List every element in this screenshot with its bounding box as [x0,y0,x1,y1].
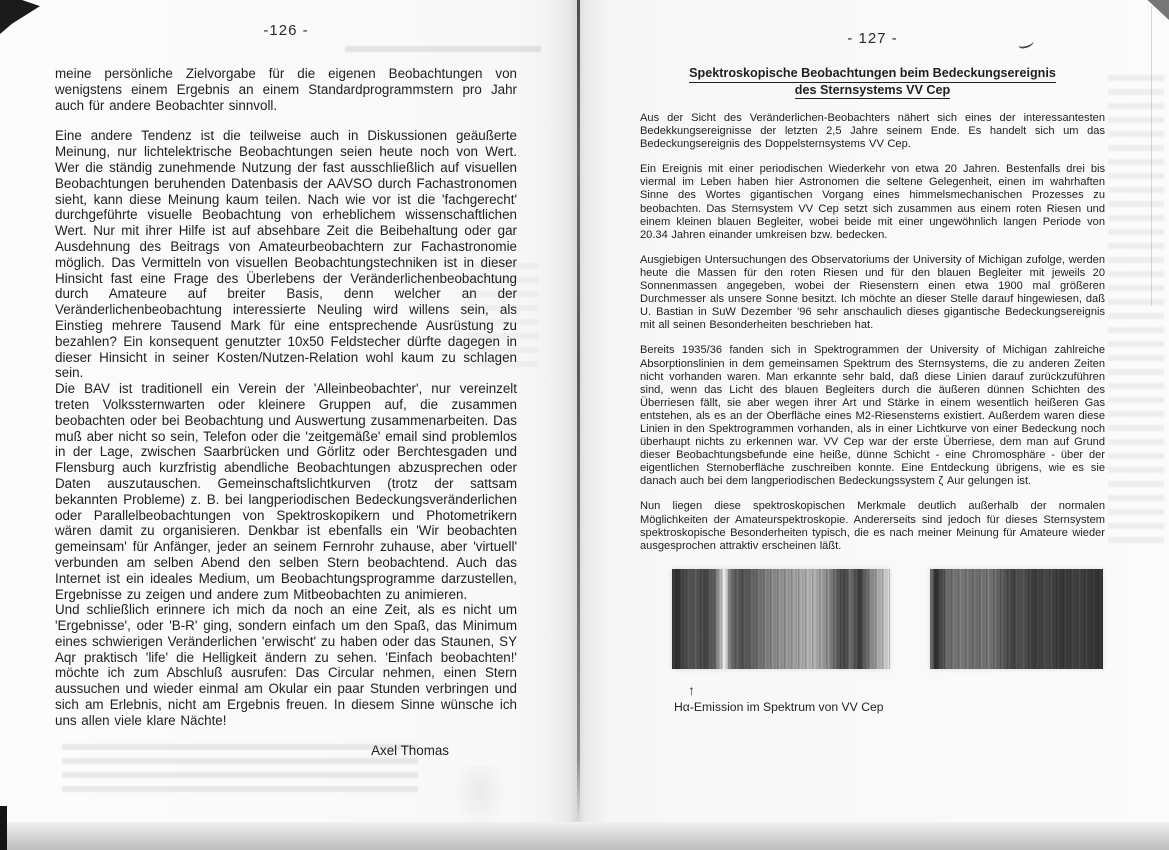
article-title-line1: Spektroskopische Beobachtungen beim Bedeckungsereignis [689,66,1056,83]
bleed-through-artifact [452,766,508,830]
page-127 [640,30,1105,714]
scan-artifact-top-right [1145,0,1169,20]
body-paragraph: Nun liegen diese spektroskopischen Merkmale deutlich außerhalb der normalen Möglichkeiten der Amateurspektroskopie. Andererseits sind jedoch für dieses Sternsystem spektroskopische Besonderheiten typisch, die es nach meiner Meinung für Amateure wieder ausgesprochen attraktiv erscheinen läßt. [640,500,1105,552]
body-paragraph: Ausgiebigen Untersuchungen des Observatoriums der University of Michigan zufolge, werden heute die Massen für den roten Riesen und für den blauen Begleiter mit jeweils 20 Sonnenmassen angegeben, wobei der Riesenstern einen etwa 1900 mal größeren Durchmesser als unsere Sonne besitzt. Ich möchte an dieser Stelle darauf hingewiesen, daß U. Bastian in SuW Dezember '96 sehr anschaulich dieses gigantische Bedeckungsereignis mit all seinen Besonderheiten beschrieben hat. [640,253,1105,332]
spectrum-strip-left [672,569,890,669]
body-paragraph: meine persönliche Zielvorgabe für die eigenen Beobachtungen von wenigstens einem Ergebnis an einem Standardprogrammstern pro Jahr auch für andere Beobachter sinnvoll. [55,66,517,113]
page-number: - 127 - [847,30,898,47]
bleed-through-artifact [1108,75,1164,545]
figure-caption: Hα-Emission im Spektrum von VV Cep [674,699,884,714]
spectrum-absorption-lines [930,569,1103,669]
spectrum-photo [672,569,1103,669]
body-paragraph: Bereits 1935/36 fanden sich in Spektrogrammen der University of Michigan zahlreiche Absorptionslinien in dem gemeinsamen Spektrum des Sternsystems, die zu anderen Zeiten nicht vorhanden waren. Man erkannte sehr bald, daß diese Linien darauf zurückzuführen sind, wenn das Licht des blauen Begleiters durch die äußeren dünnen Schichten des Überriesen fällt, sie aber wegen ihrer Art und Stärke in einem wesentlich heißeren Gas entstehen, als es an der Oberfläche eines M2-Riesensterns existiert. Außerdem waren diese Linien in den Spektrogrammen vorhanden, als in einer Lichtkurve von einer Bedeckung noch überhaupt nichts zu erkennen war. VV Cep war der erste Überriese, dem man auf Grund dieser Beobachtungsbefunde eine heiße, dünne Schicht - eine Chromosphäre - über der eigentlichen Sternoberfläche zuschreiben konnte. Eine Entdeckung übrigens, wie es sie danach auch bei dem langperiodischen Bedeckungssystem ζ Aur gelungen ist. [640,344,1105,488]
article-title [640,66,1105,99]
scan-artifact-bottom-left [0,806,7,850]
body-paragraph: Die BAV ist traditionell ein Verein der 'Alleinbeobachter', nur vereinzelt treten Volkssternwarten oder kleinere Gruppen auf, die zusammen beobachten oder bei Beobachtung und Auswertung zusammenarbeiten. Das muß aber nicht so sein, Telefon oder die 'zeitgemäße' email sind problemlos in der Lage, zwischen Saarbrücken und Görlitz oder Berchtesgaden und Flensburg auch kurzfristig abendliche Beobachtungen abzusprechen oder Daten auszutauschen. Gemeinschaftslichtkurven (trotz der sattsam bekannten Probleme) z. B. bei langperiodischen Bedeckungsveränderlichen oder Parallelbeobachtungen von Spektroskopikern und Photometrikern wären damit zu organisieren. Denkbar ist ebenfalls ein 'Wir beobachten gemeinsam' für Anfänger, jeder an seinem Fernrohr zuhause, aber 'virtuell' verbunden am selben Abend den selben Stern beobachtend. Auch das Internet ist ein ideales Medium, um Beobachtungsprogramme darzustellen, Ergebnisse zu zeigen und andere zum Mitbeobachten zu animieren. [55,381,517,602]
body-paragraph: Eine andere Tendenz ist die teilweise auch in Diskussionen geäußerte Meinung, nur lichtelektrische Beobachtungen seien heute noch von Wert. Wer die ständig zunehmende Nutzung der fast ausschließlich auf visuellen Beobachtungen beruhenden Datenbasis der AAVSO durch Fachastronomen sieht, kann diese Meinung kaum teilen. Nach wie vor ist die 'fachgerecht' durchgeführte visuelle Beobachtung von erheblichem wissenschaftlichen Wert. Nur mit ihrer Hilfe ist auf absehbare Zeit die Beibehaltung oder gar Ausdehnung des Beitrags von Amateurbeobachtern zur Fachastronomie möglich. Das Vermitteln von visuellen Beobachtungstechniken ist in dieser Hinsicht fast eine Frage des Überlebens der Veränderlichenbeobachtung durch Amateure auf breiter Basis, denn welcher an der Veränderlichenbeobachtung interessierte Neuling wird willens sein, als Einstieg mehrere Tausend Mark für eine entsprechende Ausrüstung zu bezahlen? Ein konsequent genutzter 10x50 Feldstecher dürfte dagegen in dieser Hinsicht in seiner Kosten/Nutzen-Relation wohl kaum zu schlagen sein. [55,128,517,381]
spectrum-strip-right [930,569,1103,669]
spectrum-absorption-lines [672,569,890,669]
page-number: -126 - [263,22,309,39]
body-paragraph: Aus der Sicht des Veränderlichen-Beobachters nähert sich eines der interessantesten Bedekkungsereignisse der letzten 2,5 Jahre seinem Ende. Es handelt sich um das Bedeckungsereignis des Doppelsternsystems VV Cep. [640,112,1105,151]
page-126 [55,22,517,758]
up-arrow-annotation: ↑ [688,681,695,698]
body-paragraph: Ein Ereignis mit einer periodischen Wiederkehr von etwa 20 Jahren. Bestenfalls drei bis viermal im Leben haben hier Astronomen die seltene Gelegenheit, einen im wahrhaften Sinne des Wortes gigantischen Vorgang eines himmelsmechanischen Prozesses zu beobachten. Das Sternsystem VV Cep setzt sich zusammen aus einem roten Riesen und einem kleinen blauen Begleiter, wobei beide mit einer ungewöhnlich langen Periode von 20.34 Jahren einander umkreisen bzw. bedecken. [640,163,1105,241]
page-gutter-fold-line [577,0,580,822]
scan-bottom-edge [0,822,1169,850]
article-title-line2: des Sternsystems VV Cep [795,83,950,100]
scan-artifact-top-left [0,0,40,34]
body-paragraph: Und schließlich erinnere ich mich da noch an eine Zeit, als es nicht um 'Ergebnisse', oder 'B-R' ging, sondern einfach um den Spaß, das Minimum eines schwierigen Veränderlichen 'erwischt' zu haben oder das Staunen, SY Aqr praktisch 'life' die Helligkeit ändern zu sehen. 'Einfach beobachten!' möchte ich zum Abschluß ausrufen: Das Circular nehmen, einen Stern aussuchen und wieder einmal am Okular ein paar Stunden verbringen und sich am Erlebnis, nicht am Ergebnis freuen. In diesem Sinne wünsche ich uns allen viele klare Nächte! [55,602,517,728]
author-signature: Axel Thomas [371,742,449,758]
